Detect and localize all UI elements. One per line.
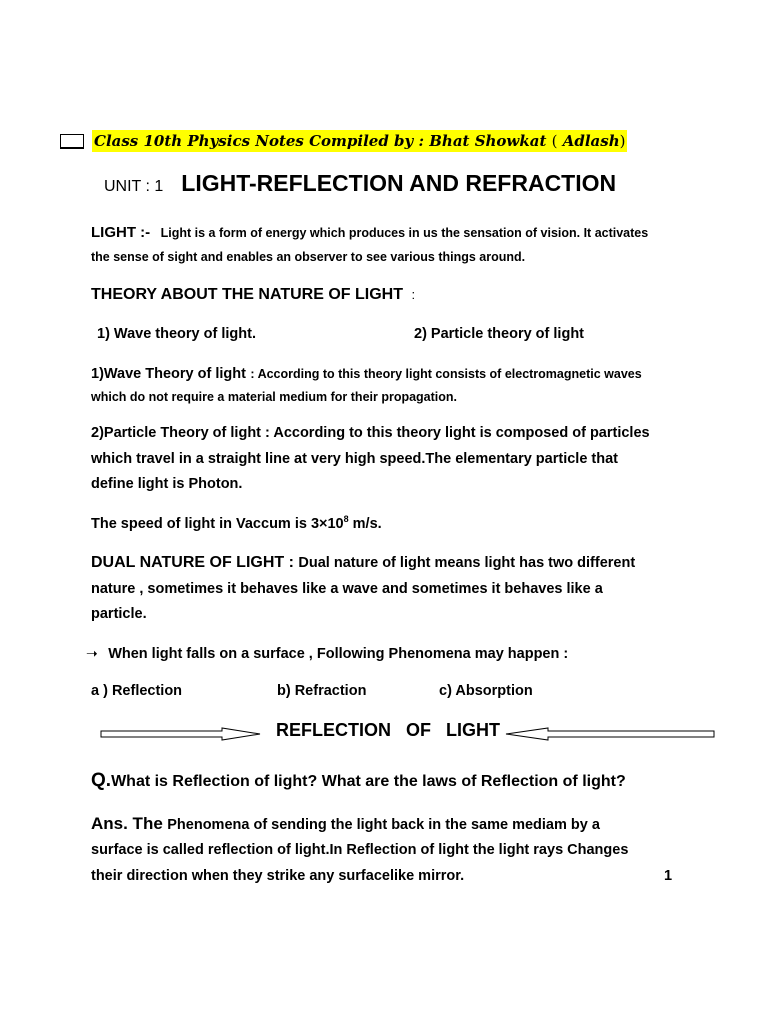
dual-nature-term: DUAL NATURE OF LIGHT : — [91, 554, 294, 571]
question-text: What is Reflection of light? What are the laws of Reflection of light? — [111, 773, 626, 790]
right-arrow-icon: ➝ — [86, 645, 98, 661]
wave-theory-line-2: which do not require a material medium for their propagation. — [91, 390, 458, 404]
left-arrow-icon — [504, 726, 716, 742]
checkbox-outline-icon — [60, 134, 84, 149]
reflection-section-heading — [100, 720, 716, 748]
phenomenon-refraction: b) Refraction — [277, 683, 367, 699]
header-name: Adlash — [557, 132, 620, 150]
theory-item-wave: 1) Wave theory of light. — [97, 326, 256, 342]
phenomena-line — [86, 645, 568, 663]
light-definition-line-1 — [91, 224, 648, 242]
phenomenon-reflection: a ) Reflection — [91, 683, 183, 699]
theory-heading-colon: : — [411, 287, 416, 302]
light-definition-line-2: the sense of sight and enables an observer to see various things around. — [91, 250, 526, 264]
phenomenon-absorption: c) Absorption — [439, 683, 533, 699]
answer-line-1 — [91, 814, 600, 834]
theory-heading-text: THEORY ABOUT THE NATURE OF LIGHT — [91, 286, 403, 303]
header-paren-open: ( — [551, 132, 558, 150]
header-highlight — [92, 130, 627, 152]
phenomena-text: When light falls on a surface , Following Phenomena may happen : — [108, 646, 569, 662]
speed-exponent: 8 — [343, 514, 349, 524]
speed-unit: m/s. — [348, 515, 382, 532]
wave-theory-line-1 — [91, 365, 642, 383]
light-term: LIGHT :- — [91, 224, 151, 241]
dual-nature-line-3: particle. — [91, 606, 147, 622]
unit-label: UNIT : 1 — [104, 178, 164, 195]
wave-theory-text-1: : According to this theory light consists of electromagnetic waves — [250, 367, 642, 381]
speed-of-light — [91, 514, 382, 532]
reflection-title: REFLECTION OF LIGHT — [276, 720, 500, 740]
right-arrow-icon — [100, 726, 262, 742]
answer-text-1: Phenomena of sending the light back in the same mediam by a — [167, 817, 600, 833]
document-header — [60, 128, 627, 154]
question-line — [91, 770, 626, 792]
header-prefix: Class 10th Physics Notes Compiled by : Bhat Showkat — [94, 132, 552, 150]
particle-theory-line-3: define light is Photon. — [91, 476, 243, 492]
particle-theory-line-2: which travel in a straight line at very high speed.The elementary particle that — [91, 451, 618, 467]
answer-line-2: surface is called reflection of light.In Reflection of light the light rays Changes — [91, 842, 629, 858]
dual-nature-text-1: Dual nature of light means light has two different — [298, 555, 636, 571]
speed-text: The speed of light in Vaccum is 3×10 — [91, 515, 344, 532]
question-label: Q. — [91, 770, 112, 791]
theory-item-particle: 2) Particle theory of light — [414, 326, 584, 342]
answer-label: Ans. The — [91, 814, 163, 833]
answer-line-3: their direction when they strike any surfacelike mirror. — [91, 868, 465, 884]
particle-theory-line-1: 2)Particle Theory of light : According to this theory light is composed of particles — [91, 425, 650, 441]
unit-title: LIGHT-REFLECTION AND REFRACTION — [181, 170, 617, 196]
wave-theory-term: 1)Wave Theory of light — [91, 366, 246, 382]
theory-heading — [91, 286, 415, 304]
light-definition-text-1: Light is a form of energy which produces in us the sensation of vision. It activates — [160, 226, 649, 240]
dual-nature-line-2: nature , sometimes it behaves like a wave and sometimes it behaves like a — [91, 581, 603, 597]
dual-nature-line-1 — [91, 554, 635, 572]
unit-title-line — [104, 170, 616, 197]
header-paren-close: ) — [619, 132, 626, 150]
page-number: 1 — [664, 868, 673, 884]
